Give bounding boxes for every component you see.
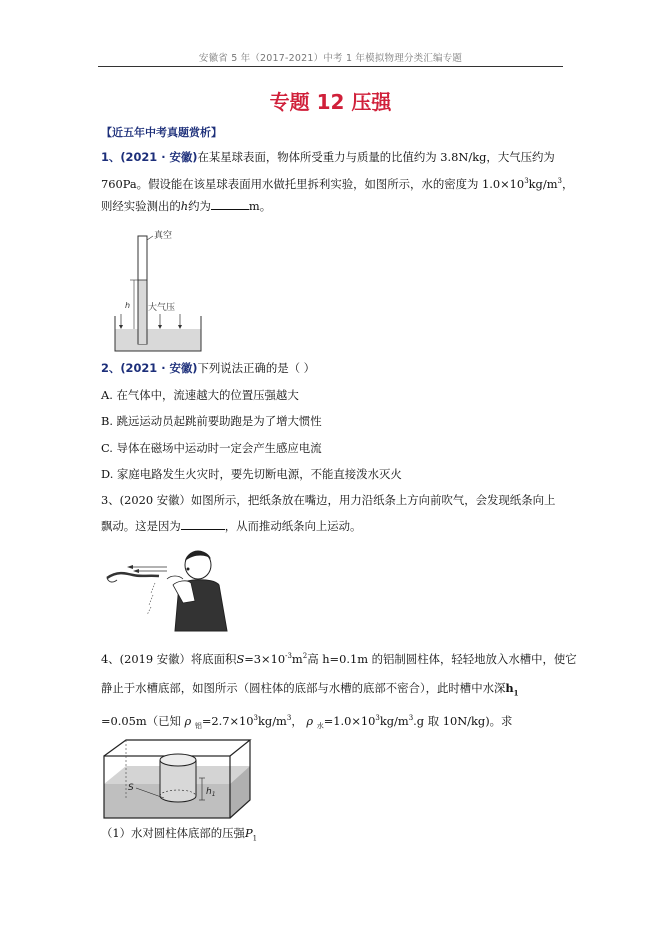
- h1-label: $h_1$: [206, 787, 216, 798]
- q1-text-3a: 则经实验测出的: [101, 199, 181, 213]
- q2-stem: 下列说法正确的是（ ）: [197, 361, 316, 375]
- q4-sub-1: 1: [513, 688, 519, 698]
- q4-sup-3: 3: [253, 714, 259, 722]
- q4-sub-question-1: [101, 826, 257, 845]
- q4-text-1a: 4、(2019 安徽）将底面积: [101, 651, 237, 666]
- q1-text-2: 760Pa。假设能在该星球表面用水做托里拆利实验，如图所示，水的密度为 1.0×10: [101, 176, 525, 191]
- torricelli-figure: [108, 226, 208, 356]
- q3-text-2b: ，从而推动纸条向上运动。: [224, 519, 362, 533]
- section-heading: 【近五年中考真题赏析】: [101, 126, 222, 139]
- q1-answer-blank[interactable]: [211, 199, 249, 210]
- q1-text-1: 在某星球表面，物体所受重力与质量的比值约为 3.8N/kg，大气压约为: [197, 150, 555, 164]
- q2-tag: 2、(2021 · 安徽): [101, 361, 198, 375]
- q4-text-3e: =1.0×10: [323, 713, 376, 728]
- q4-text-3c: kg/m: [258, 713, 287, 728]
- paper-strip: [107, 573, 159, 578]
- q3-answer-blank[interactable]: [181, 519, 225, 530]
- q2-option-b: B. 跳远运动员起跳前要助跑是为了增大惯性: [101, 414, 322, 428]
- q3-line-1: 3、(2020 安徽）如图所示，把纸条放在嘴边，用力沿纸条上方向前吹气，会发现纸条向上: [101, 493, 556, 507]
- q4-sub-water: 水: [316, 722, 324, 731]
- q1-var-h: h: [180, 199, 189, 213]
- q4-rho-al: ρ: [180, 713, 195, 728]
- q4-sup-6: 3: [408, 714, 414, 722]
- q1-tag: 1、(2021 · 安徽): [101, 150, 198, 164]
- h-label: h: [125, 301, 131, 310]
- q4-sub1-text: （1）水对圆柱体底部的压强: [101, 826, 245, 840]
- q2-line: [101, 361, 315, 375]
- q1-line-2: [101, 174, 573, 191]
- q4-sup-2: 2: [302, 652, 308, 660]
- q1-sup-1: 3: [524, 177, 529, 185]
- q4-sub1-subscript: 1: [252, 834, 258, 843]
- q4-rho-water: ρ: [302, 713, 317, 728]
- q1-text-3b: 约为: [188, 199, 211, 213]
- vacuum-leader: [147, 236, 153, 240]
- q4-text-3a: =0.05m（已知: [101, 713, 181, 728]
- q1-comma: ，: [561, 176, 574, 191]
- boy-mouth: [187, 568, 190, 571]
- q4-sup-5: 3: [375, 714, 380, 722]
- q4-var-S: S: [236, 651, 245, 666]
- q4-text-1c: m: [291, 651, 303, 666]
- q4-text-3d: ，: [291, 713, 303, 728]
- q1-sup-2: 3: [557, 177, 562, 185]
- air-arrow-1-head: [127, 565, 133, 569]
- q2-option-d: D. 家庭电路发生火灾时，要先切断电源，不能直接泼水灭火: [101, 467, 402, 481]
- basin-water: [115, 329, 201, 351]
- q4-var-h1: h: [505, 681, 514, 695]
- vacuum-label: 真空: [154, 231, 173, 241]
- page-header: 安徽省 5 年（2017-2021）中考 1 年模拟物理分类汇编专题: [198, 53, 463, 64]
- header-rule: [98, 66, 563, 67]
- tank-figure: [102, 738, 252, 822]
- q1-line-3: [101, 199, 271, 213]
- area-label: S: [128, 783, 134, 793]
- spray-dots: [147, 583, 155, 615]
- q1-text-3c: m。: [248, 199, 272, 213]
- q4-text-2a: 静止于水槽底部，如图所示（圆柱体的底部与水槽的底部不密合），此时槽中水深: [101, 681, 506, 695]
- q4-text-1d: 高 h=0.1m 的铝制圆柱体，轻轻地放入水槽中，使它: [307, 651, 577, 666]
- arrow-2-head: [158, 325, 162, 329]
- q4-sub1-p: P: [244, 826, 253, 840]
- q4-line-3: [101, 711, 512, 733]
- q4-line-2: [101, 681, 519, 700]
- q4-line-1: [101, 649, 577, 666]
- page-title: 专题 12 压强: [269, 90, 392, 114]
- q4-sub-al: 铝: [194, 722, 202, 731]
- arrow-1-head: [119, 325, 123, 329]
- tube-water: [139, 280, 147, 344]
- blowing-figure: [103, 545, 243, 635]
- q4-text-3b: =2.7×10: [201, 713, 254, 728]
- q4-sup-1: -3: [285, 652, 292, 660]
- pressure-label: 大气压: [148, 303, 176, 313]
- paper-curl: [107, 578, 117, 582]
- q4-text-3g: .g 取 10N/kg)。求: [413, 713, 513, 728]
- q2-option-a: A. 在气体中，流速越大的位置压强越大: [101, 388, 299, 402]
- boy-hand: [167, 576, 183, 579]
- q1-unit: kg/m: [528, 176, 558, 191]
- q4-text-1b: =3×10: [244, 651, 286, 666]
- q4-text-3f: kg/m: [379, 713, 409, 728]
- q3-text-2a: 飘动。这是因为: [101, 519, 181, 533]
- q4-sup-4: 3: [286, 714, 292, 722]
- q1-line-1: [101, 150, 555, 164]
- cylinder-top: [160, 754, 196, 766]
- air-arrow-2-head: [133, 569, 139, 573]
- q2-option-c: C. 导体在磁场中运动时一定会产生感应电流: [101, 441, 322, 455]
- arrow-3-head: [178, 325, 182, 329]
- q3-line-2: [101, 519, 361, 533]
